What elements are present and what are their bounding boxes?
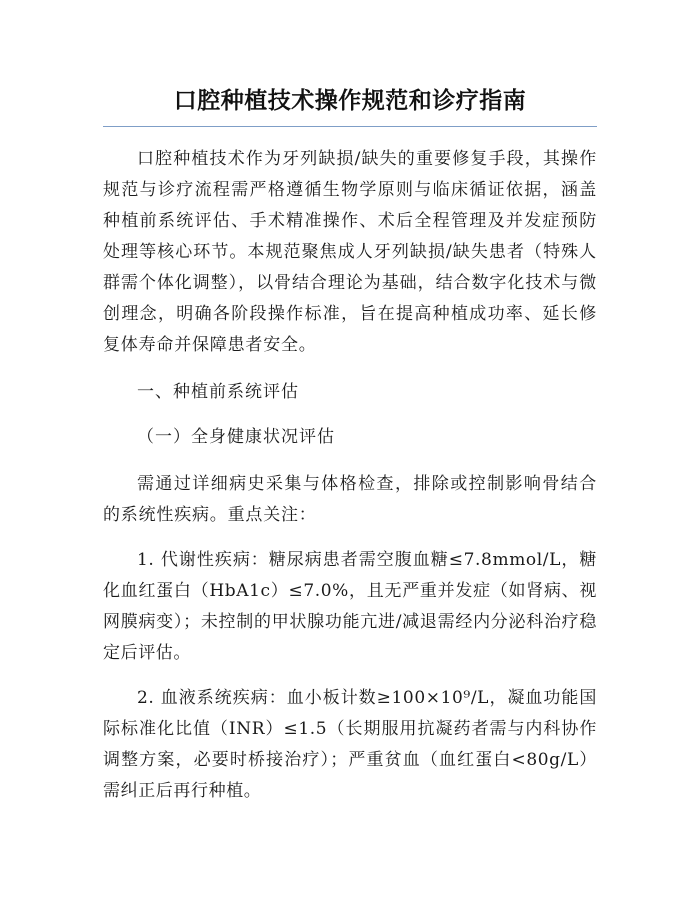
list-item-metabolic: 1. 代谢性疾病：糖尿病患者需空腹血糖≤7.8mmol/L，糖化血红蛋白（HbA1c）≤7.0%，且无严重并发症（如肾病、视网膜病变）；未控制的甲状腺功能亢进/减退需经内分泌科治疗稳定后评估。 [103, 550, 597, 663]
document-title: 口腔种植技术操作规范和诊疗指南 [173, 88, 527, 114]
section-heading: 一、种植前系统评估 [137, 382, 299, 402]
title-divider [103, 126, 597, 127]
document-body [103, 144, 597, 821]
subsection-heading: （一）全身健康状况评估 [137, 427, 335, 447]
subsection-lead-paragraph: 需通过详细病史采集与体格检查，排除或控制影响骨结合的系统性疾病。重点关注： [103, 474, 597, 525]
list-item-blood: 2. 血液系统疾病：血小板计数≥100×10⁹/L，凝血功能国际标准化比值（INR）≤1.5（长期服用抗凝药者需与内科协作调整方案，必要时桥接治疗）；严重贫血（血红蛋白<80g/L）需纠正后再行种植。 [103, 688, 597, 801]
intro-paragraph: 口腔种植技术作为牙列缺损/缺失的重要修复手段，其操作规范与诊疗流程需严格遵循生物学原则与临床循证依据，涵盖种植前系统评估、手术精准操作、术后全程管理及并发症预防处理等核心环节。本规范聚焦成人牙列缺损/缺失患者（特殊人群需个体化调整），以骨结合理论为基础，结合数字化技术与微创理念，明确各阶段操作标准，旨在提高种植成功率、延长修复体寿命并保障患者安全。 [103, 149, 597, 355]
